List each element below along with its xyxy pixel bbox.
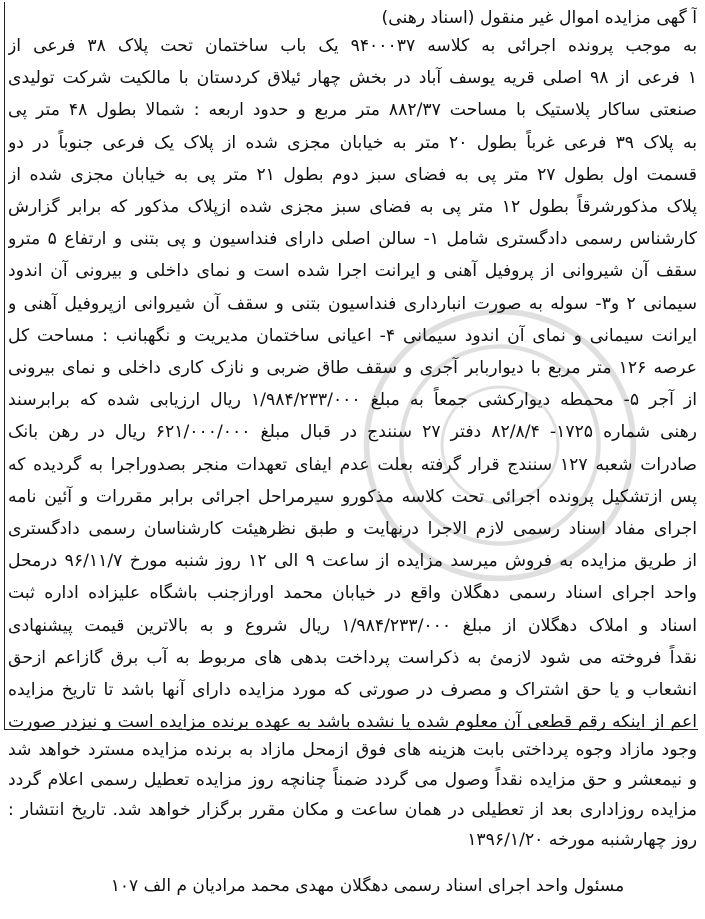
body-line: اجرای مفاد اسناد رسمی لازم الاجرا درنهایت و طبق نظرهیئت کارشناسان رسمی دادگستری — [8, 519, 697, 539]
body-line: سقف آن شیروانی از پروفیل آهنی و ایرانت اجرا شده است و نمای داخلی و بیرونی آن اندود — [8, 261, 697, 282]
body-line: اعم از اینکه رقم قطعی آن معلوم شده یا نشده باشد به عهده برنده مزایده است و نیزدر صورت — [8, 712, 697, 733]
continuation-line: و نیمعشر و حق مزایده نقداً وصول می گردد ضمناً چنانچه روز مزایده تعطیل رسمی اعلام گردد — [8, 770, 697, 790]
body-line: پس ازتشکیل پرونده اجرائی تحت کلاسه مذکورو سیرمراحل اجرائی برابر مقررات و آئین نامه — [8, 486, 697, 507]
body-line: واحد اجرای اسناد رسمی دهگلان واقع در خیابان محمد اورازجنب باشگاه علیزاده اداره ثبت — [8, 583, 697, 604]
body-line: اسناد و املاک دهگلان از مبلغ ۱/۹۸۴/۲۳۳/۰۰۰ ریال شروع و به بالاترین قیمت پیشنهادی — [8, 615, 697, 636]
continuation-line: روز چهارشنبه مورخه ۱۳۹۶/۱/۲۰ — [467, 830, 697, 850]
signature-line: مسئول واحد اجرای اسناد رسمی دهگلان مهدی محمد مرادیان م الف ۱۰۷ — [110, 876, 625, 896]
body-line: سیمانی ۲ و۳- سوله به صورت انبارداری فنداسیون بتنی و سقف آن شیروانی ازپروفیل آهنی و — [8, 293, 697, 314]
body-line: ایرانت سیمانی و نمای آن اندود سیمانی ۴- اعیانی ساختمان مدیریت و نگهبانب : مساحت کل — [8, 325, 697, 346]
continuation-line: مزایده روزاداری بعد از تعطیلی در همان ساعت و مکان مقرر برگزار خواهد شد. تاریخ انتشار : — [8, 800, 697, 820]
body-line: از آجر ۵- محمطه دیوارکشی جمعاً به مبلغ ۱/۹۸۴/۲۳۳/۰۰۰ ریال ارزیابی شده که برابرسند — [8, 390, 697, 411]
body-line: انشعاب و یا حق اشتراک و مصرف در صورتی که مورد مزایده دارای آنها باشد تا تاریخ مزایده — [8, 680, 697, 700]
body-line: صنعتی ساکار پلاستیک با مساحت ۸۸۲/۳۷ متر مربع و حدود اربعه : شمالا بطول ۴۸ متر پی — [8, 100, 697, 121]
notice-title: آ گهی مزایده اموال غیر منقول (اسناد رهنی) — [381, 8, 697, 28]
body-line: قسمت اول بطول ۲۷ متر پی به فضای سبز دوم بطول ۲۱ متر پی به خیابان مجزی شده از — [8, 164, 697, 185]
body-line: صادرات شعبه ۱۲۷ سنندج قرار گرفته بعلت عدم ایفای تعهدات منجر بصدوراجرا به گردیده که — [8, 454, 697, 475]
body-line: رهنی شماره ۱۷۲۵- ۸۲/۸/۴ دفتر ۲۷ سنندج در قبال مبلغ ۶۲۱/۰۰۰/۰۰۰ ریال در رهن بانک — [8, 422, 697, 443]
body-line: عرصه ۱۲۶ متر مربع با دیواربابر آجری و سقف طاق ضربی و نازک کاری داخلی و نمای بیرونی — [8, 358, 697, 378]
body-line: پلاک مذکورشرقاً بطول ۱۲ متر پی به فضای سبز مجزی شده ازپلاک مذکور که برابر گزارش — [8, 197, 697, 217]
body-line: به موجب پرونده اجرائی به کلاسه ۹۴۰۰۰۳۷ یک باب ساختمان تحت پلاک ۳۸ فرعی از — [8, 36, 697, 56]
body-line: به پلاک ۳۹ فرعی غرباً بطول ۲۰ متر به خیابان مجزی شده از پلاک یک فرعی جنوباً در دو — [8, 132, 697, 153]
body-line: از طریق مزایده به فروش میرسد مزایده از ساعت ۹ الی ۱۲ روز شنبه مورخ ۹۶/۱۱/۷ درمحل — [8, 551, 697, 572]
continuation-line: وجود مازاد وجوه پرداختی بابت هزینه های فوق ازمحل مازاد به برنده مزایده مسترد خواهد شد — [8, 740, 697, 760]
body-line: ۱ فرعی از ۹۸ اصلی قریه یوسف آباد در بخش چهار ئیلاق کردستان با مالکیت شرکت تولیدی — [8, 68, 697, 89]
body-line: کارشناس رسمی دادگستری شامل ۱- سالن اصلی دارای فنداسیون و پی بتنی و ارتفاع ۵ مترو — [8, 229, 697, 250]
body-line: نقداً فروخته می شود لازمئ به ذکراست پرداخت بدهی های مربوط به آب برق گازاعم ازحق — [8, 647, 697, 668]
